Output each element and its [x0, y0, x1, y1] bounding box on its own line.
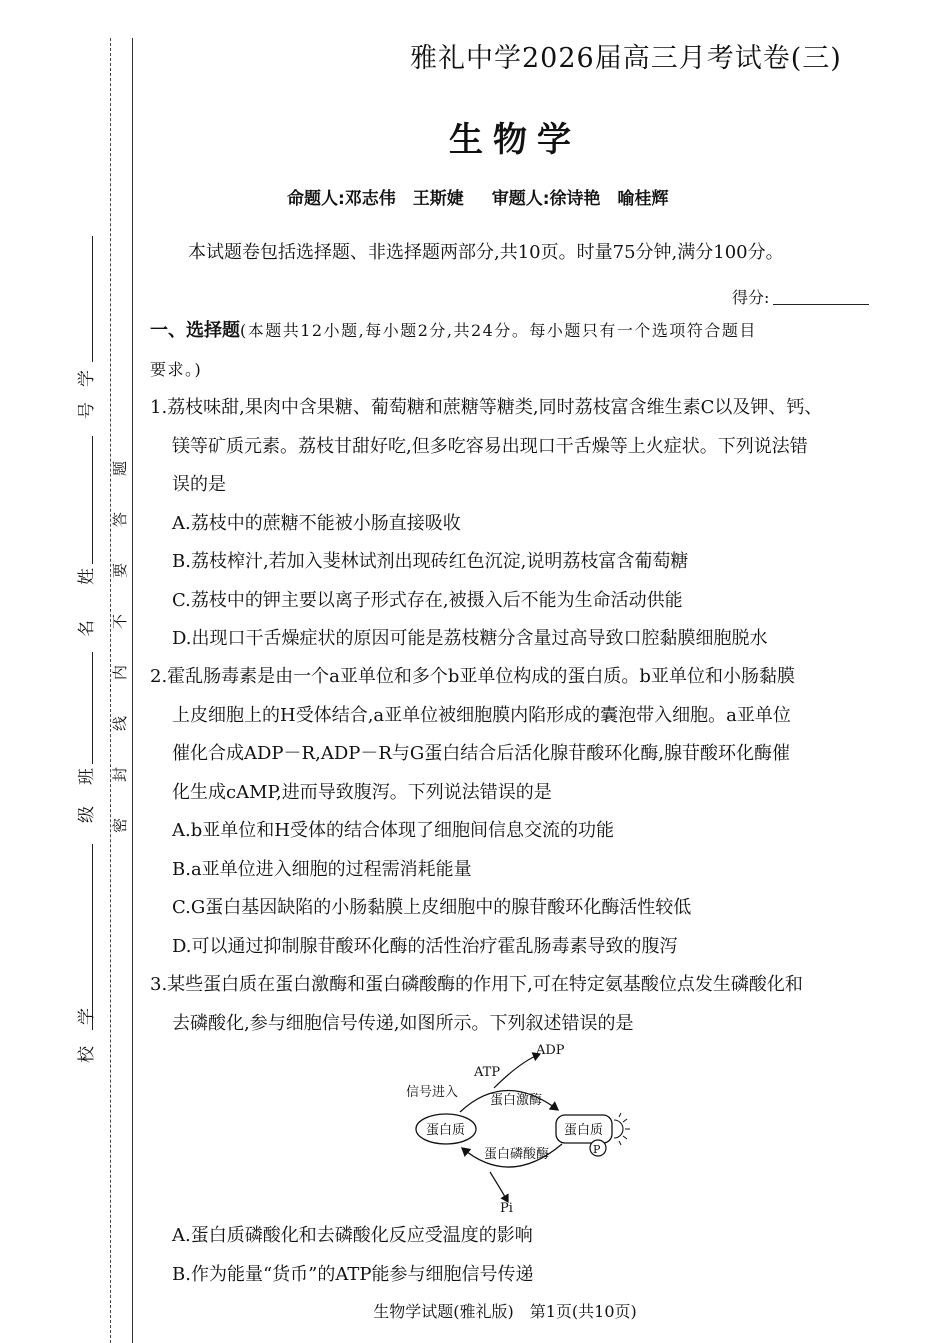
binding-solid-line [132, 38, 133, 1343]
binding-dashed-line [110, 38, 111, 1343]
label-signal: 信号进入 [406, 1085, 459, 1100]
option-b[interactable]: B.a亚单位进入细胞的过程需消耗能量 [172, 858, 472, 880]
class-label-2: 级 [77, 806, 97, 823]
option-a[interactable]: A.荔枝中的蔗糖不能被小肠直接吸收 [172, 512, 461, 534]
subject-title: 生物学 [449, 120, 581, 160]
class-label-1: 班 [77, 768, 97, 785]
exam-title: 雅礼中学2026届高三月考试卷(三) [410, 43, 842, 74]
section-title: 一、选择题 [150, 320, 240, 341]
page-footer: 生物学试题(雅礼版) 第1页(共10页) [373, 1302, 637, 1321]
option-d[interactable]: D.出现口干舌燥症状的原因可能是荔枝糖分含量过高导致口腔黏膜细胞脱水 [172, 628, 768, 649]
exam-intro: 本试题卷包括选择题、非选择题两部分,共10页。时量75分钟,满分100分。 [188, 242, 784, 263]
student-no-label-1: 学 [77, 370, 97, 387]
phosphorylation-diagram [390, 1040, 650, 1220]
question-stem-line: 镁等矿质元素。荔枝甘甜好吃,但多吃容易出现口干舌燥等上火症状。下列说法错 [172, 435, 808, 457]
seal-notice-char: 不 [111, 613, 130, 630]
seal-notice-char: 封 [111, 766, 130, 783]
question-stem-line: 2.霍乱肠毒素是由一个a亚单位和多个b亚单位构成的蛋白质。b亚单位和小肠黏膜 [150, 666, 795, 687]
seal-notice-char: 答 [111, 511, 130, 528]
label-adp: ADP [536, 1043, 565, 1058]
school-line[interactable] [92, 844, 93, 1030]
seal-notice-char: 密 [111, 817, 130, 834]
seal-notice-char: 内 [111, 664, 130, 681]
option-b[interactable]: B.荔枝榨汁,若加入斐林试剂出现砖红色沉淀,说明荔枝富含葡萄糖 [172, 551, 689, 572]
question-stem-line: 误的是 [172, 474, 226, 495]
label-phosphate: P [593, 1143, 601, 1156]
school-label-2: 校 [77, 1046, 97, 1063]
question-2 [150, 658, 878, 966]
question-stem-line: 去磷酸化,参与细胞信号传递,如图所示。下列叙述错误的是 [172, 1012, 634, 1034]
name-line[interactable] [92, 436, 93, 564]
name-label-1: 姓 [77, 568, 97, 585]
seal-notice-char: 线 [111, 715, 130, 732]
reviewer-label: 审题人:徐诗艳 喻桂辉 [491, 189, 669, 209]
label-kinase: 蛋白激酶 [490, 1093, 543, 1108]
section-desc-2: 要求。) [150, 359, 203, 379]
question-stem-line: 化生成cAMP,进而导致腹泻。下列说法错误的是 [172, 781, 552, 803]
seal-notice-char: 要 [111, 562, 130, 579]
label-atp: ATP [474, 1065, 501, 1080]
question-stem-line: 3.某些蛋白质在蛋白激酶和蛋白磷酸酶的作用下,可在特定氨基酸位点发生磷酸化和 [150, 974, 803, 995]
active-glow-icon [614, 1120, 623, 1138]
student-no-line[interactable] [92, 236, 93, 362]
section-desc-1: (本题共12小题,每小题2分,共24分。每小题只有一个选项符合题目 [240, 321, 757, 340]
section-heading [150, 312, 878, 389]
score-blank[interactable] [773, 304, 869, 305]
class-line[interactable] [92, 652, 93, 764]
student-no-label-2: 号 [77, 402, 97, 419]
pi-arrow [490, 1172, 508, 1202]
label-phosphatase: 蛋白磷酸酶 [484, 1147, 550, 1162]
school-label-1: 学 [77, 1008, 97, 1025]
name-label-2: 名 [77, 620, 97, 637]
option-c[interactable]: C.荔枝中的钾主要以离子形式存在,被摄入后不能为生命活动供能 [172, 589, 683, 611]
question-stem-line: 上皮细胞上的H受体结合,a亚单位被细胞膜内陷形成的囊泡带入细胞。a亚单位 [172, 704, 791, 726]
question-3 [150, 966, 878, 1043]
option-a[interactable]: A.b亚单位和H受体的结合体现了细胞间信息交流的功能 [172, 820, 614, 841]
option-a[interactable]: A.蛋白质磷酸化和去磷酸化反应受温度的影响 [172, 1225, 533, 1246]
author-info [287, 184, 691, 209]
score-field [732, 285, 869, 308]
question-3-options [150, 1217, 878, 1294]
active-rays-icon [619, 1113, 630, 1145]
label-pi: Pi [500, 1201, 513, 1216]
label-protein-left: 蛋白质 [426, 1123, 466, 1138]
option-b[interactable]: B.作为能量“货币”的ATP能参与细胞信号传递 [172, 1263, 534, 1285]
question-stem-line: 催化合成ADP－R,ADP－R与G蛋白结合后活化腺苷酸环化酶,腺苷酸环化酶催 [172, 743, 791, 764]
author-label: 命题人:邓志伟 王斯婕 [287, 189, 464, 209]
score-label: 得分: [732, 288, 770, 307]
option-d[interactable]: D.可以通过抑制腺苷酸环化酶的活性治疗霍乱肠毒素导致的腹泻 [172, 935, 678, 957]
option-c[interactable]: C.G蛋白基因缺陷的小肠黏膜上皮细胞中的腺苷酸环化酶活性较低 [172, 897, 692, 918]
atp-adp-arrow [494, 1054, 540, 1088]
label-protein-right: 蛋白质 [564, 1123, 604, 1138]
question-stem-line: 1.荔枝味甜,果肉中含果糖、葡萄糖和蔗糖等糖类,同时荔枝富含维生素C以及钾、钙、 [150, 397, 823, 418]
seal-notice-char: 题 [111, 460, 130, 477]
question-1 [150, 389, 878, 659]
